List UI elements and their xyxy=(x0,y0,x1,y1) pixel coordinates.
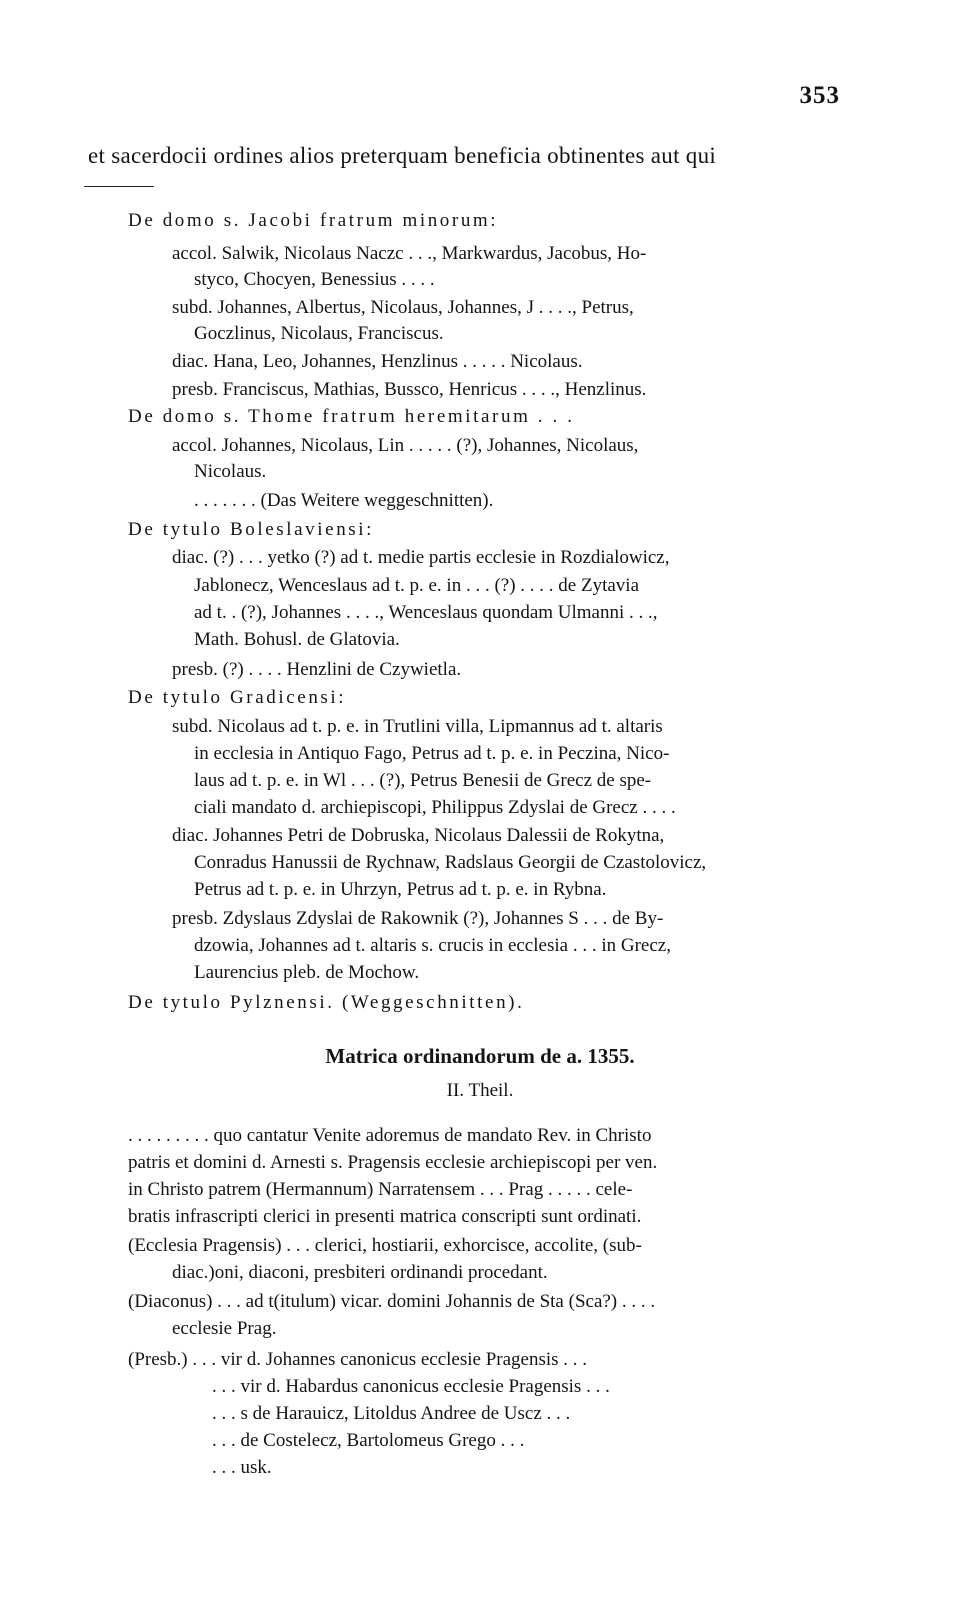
entry-subd-line2: Goczlinus, Nicolaus, Franciscus. xyxy=(194,323,444,344)
heading-gradicensi: De tytulo Gradicensi: xyxy=(128,687,347,708)
intro-line1: . . . . . . . . . quo cantatur Venite adoremus de mandato Rev. in Christo xyxy=(128,1125,652,1146)
presb-entry-5: . . . usk. xyxy=(212,1457,272,1478)
entry-acol-line1: accol. Salwik, Nicolaus Naczc . . ., Markwardus, Jacobus, Ho- xyxy=(172,243,647,264)
entry-acol2-line2: Nicolaus. xyxy=(194,461,267,482)
entry-subd-line1: subd. Johannes, Albertus, Nicolaus, Johannes, J . . . ., Petrus, xyxy=(172,297,634,318)
continuation-line: et sacerdocii ordines alios preterquam beneficia obtinentes aut qui xyxy=(88,143,717,168)
intro-line3: in Christo patrem (Hermannum) Narratensem . . . Prag . . . . . cele- xyxy=(128,1179,633,1200)
heading-thome: De domo s. Thome fratrum heremitarum . . . xyxy=(128,406,575,427)
heading-pylznensi: De tytulo Pylznensi. (Weggeschnitten). xyxy=(128,992,525,1013)
entry-acol2-line1: accol. Johannes, Nicolaus, Lin . . . . . (?), Johannes, Nicolaus, xyxy=(172,435,639,456)
entry-presb3-line2: dzowia, Johannes ad t. altaris s. crucis in ecclesia . . . in Grecz, xyxy=(194,935,671,956)
entry-diac2-line3: ad t. . (?), Johannes . . . ., Wenceslaus quondam Ulmanni . . ., xyxy=(194,602,658,623)
presb-entry-4: . . . de Costelecz, Bartolomeus Grego . . . xyxy=(212,1430,525,1451)
entry-diac2-line1: diac. (?) . . . yetko (?) ad t. medie partis ecclesie in Rozdialowicz, xyxy=(172,547,670,568)
entry-diac3-line2: Conradus Hanussii de Rychnaw, Radslaus Georgii de Czastolovicz, xyxy=(194,852,707,873)
entry-diac: diac. Hana, Leo, Johannes, Henzlinus . . . . . Nicolaus. xyxy=(172,351,583,372)
intro-line4: bratis infrascripti clerici in presenti matrica conscripti sunt ordinati. xyxy=(128,1206,642,1227)
entry-subd2-line3: laus ad t. p. e. in Wl . . . (?), Petrus Benesii de Grecz de spe- xyxy=(194,770,652,791)
entry-subd2-line4: ciali mandato d. archiepiscopi, Philippus Zdyslai de Grecz . . . . xyxy=(194,797,676,818)
heading-boleslaviensi: De tytulo Boleslaviensi: xyxy=(128,519,375,540)
entry-diac2-line2: Jablonecz, Wenceslaus ad t. p. e. in . . . (?) . . . . de Zytavia xyxy=(194,575,639,596)
intro-line2: patris et domini d. Arnesti s. Pragensis ecclesie archiepiscopi per ven. xyxy=(128,1152,658,1173)
entry-diac3-line3: Petrus ad t. p. e. in Uhrzyn, Petrus ad t. p. e. in Rybna. xyxy=(194,879,607,900)
ecclesia-line2: diac.)oni, diaconi, presbiteri ordinandi procedant. xyxy=(172,1262,548,1283)
presb-entry-3: . . . s de Harauicz, Litoldus Andree de Uscz . . . xyxy=(212,1403,571,1424)
ecclesia-line1: (Ecclesia Pragensis) . . . clerici, hostiarii, exhorcisce, accolite, (sub- xyxy=(128,1235,642,1256)
diaconus-line2: ecclesie Prag. xyxy=(172,1318,277,1339)
entry-subd2-line1: subd. Nicolaus ad t. p. e. in Trutlini villa, Lipmannus ad t. altaris xyxy=(172,716,663,737)
heading-jacobi: De domo s. Jacobi fratrum minorum: xyxy=(128,210,499,231)
section-subtitle: II. Theil. xyxy=(446,1080,514,1101)
section-title: Matrica ordinandorum de a. 1355. xyxy=(325,1044,635,1068)
entry-acol-line2: styco, Chocyen, Benessius . . . . xyxy=(194,269,435,290)
entry-presb2: presb. (?) . . . . Henzlini de Czywietla. xyxy=(172,659,462,680)
entry-subd2-line2: in ecclesia in Antiquo Fago, Petrus ad t. p. e. in Peczina, Nico- xyxy=(194,743,670,764)
diaconus-line1: (Diaconus) . . . ad t(itulum) vicar. domini Johannis de Sta (Sca?) . . . . xyxy=(128,1291,656,1312)
entry-diac3-line1: diac. Johannes Petri de Dobruska, Nicolaus Dalessii de Rokytna, xyxy=(172,825,665,846)
cut-note: . . . . . . . (Das Weitere weggeschnitten). xyxy=(194,490,494,511)
page-number: 353 xyxy=(799,82,840,109)
entry-presb3-line3: Laurencius pleb. de Mochow. xyxy=(194,962,420,983)
entry-diac2-line4: Math. Bohusl. de Glatovia. xyxy=(194,629,400,650)
presb-entry-1: (Presb.) . . . vir d. Johannes canonicus ecclesie Pragensis . . . xyxy=(128,1349,588,1370)
divider-rule xyxy=(84,186,154,187)
entry-presb3-line1: presb. Zdyslaus Zdyslai de Rakownik (?), Johannes S . . . de By- xyxy=(172,908,664,929)
entry-presb: presb. Franciscus, Mathias, Bussco, Henricus . . . ., Henzlinus. xyxy=(172,379,647,400)
presb-entry-2: . . . vir d. Habardus canonicus ecclesie Pragensis . . . xyxy=(212,1376,610,1397)
